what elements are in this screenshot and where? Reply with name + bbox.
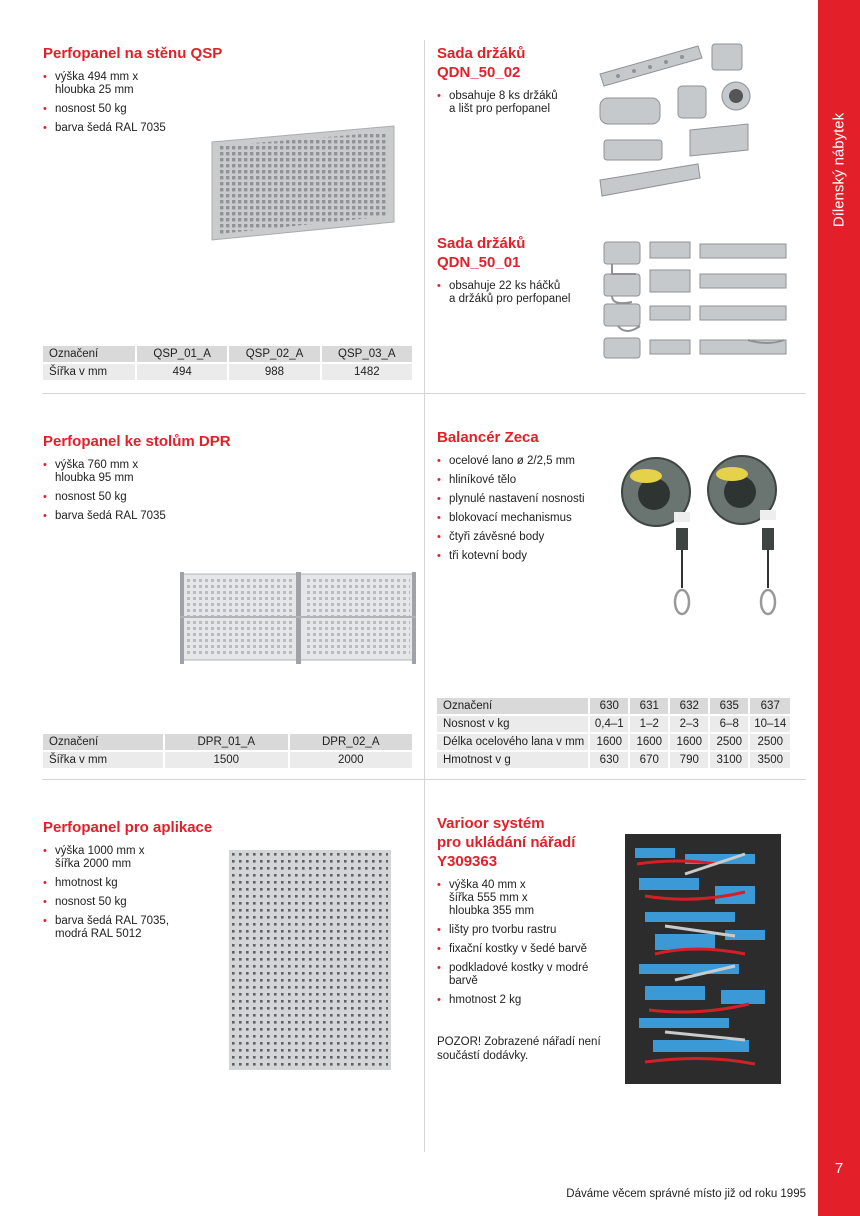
table-cell: DPR_02_A [290, 734, 413, 750]
table-cell: Označení [43, 346, 135, 362]
qsp-bullet: • výška 494 mm x hloubka 25 mm [43, 71, 243, 97]
app-bullet: • hmotnost kg [43, 877, 223, 890]
varioor-bullet: • výška 40 mm x šířka 555 mm x hloubka 355 mm [437, 879, 617, 918]
table-cell: 6–8 [710, 716, 748, 732]
dpr-bullets [43, 459, 303, 523]
table-cell: 1600 [670, 734, 708, 750]
table-cell: 3100 [710, 752, 748, 768]
app-bullet: • barva šedá RAL 7035, modrá RAL 5012 [43, 915, 223, 941]
qdn01-bullets [437, 280, 587, 306]
table-cell: 1600 [630, 734, 668, 750]
table-cell: 637 [750, 698, 790, 714]
qsp-bullet: • nosnost 50 kg [43, 103, 243, 116]
qdn02-title: Sada držáků QDN_50_02 [437, 45, 526, 81]
dpr-bullet: • výška 760 mm x hloubka 95 mm [43, 459, 303, 485]
category-sidebar [818, 0, 860, 1216]
app-title: Perfopanel pro aplikace [43, 819, 213, 836]
zeca-bullet: • tři kotevní body [437, 550, 617, 563]
table-cell: 10–14 [750, 716, 790, 732]
column-divider [424, 40, 425, 1152]
table-cell: 494 [137, 364, 227, 380]
dpr-table [41, 732, 414, 770]
table-cell: Délka ocelového lana v mm [437, 734, 588, 750]
page-number: 7 [834, 1160, 844, 1177]
table-cell: 790 [670, 752, 708, 768]
qdn01-title: Sada držáků QDN_50_01 [437, 235, 526, 271]
qdn01-bullet: • obsahuje 22 ks háčků a držáků pro perfopanel [437, 280, 587, 306]
zeca-table [435, 696, 792, 770]
qsp-table [41, 344, 414, 382]
zeca-balancer-image [618, 452, 786, 624]
table-cell: 2500 [710, 734, 748, 750]
table-cell: 1–2 [630, 716, 668, 732]
qsp-bullet: • barva šedá RAL 7035 [43, 122, 243, 135]
row-divider-2 [42, 779, 806, 780]
qdn02-bullet: • obsahuje 8 ks držáků a lišt pro perfopanel [437, 90, 587, 116]
varioor-bullet: • podkladové kostky v modré barvě [437, 962, 617, 988]
app-panel-image [229, 850, 391, 1070]
footer-slogan: Dáváme věcem správné místo již od roku 1995 [566, 1188, 806, 1200]
table-cell: 630 [590, 698, 628, 714]
varioor-bullet: • lišty pro tvorbu rastru [437, 924, 617, 937]
table-cell: 1500 [165, 752, 288, 768]
table-cell: QSP_02_A [229, 346, 319, 362]
table-cell: 2–3 [670, 716, 708, 732]
dpr-title: Perfopanel ke stolům DPR [43, 433, 231, 450]
qdn02-bullets [437, 90, 587, 116]
row-divider-1 [42, 393, 806, 394]
table-cell: Hmotnost v g [437, 752, 588, 768]
table-cell: 635 [710, 698, 748, 714]
app-bullets [43, 845, 223, 941]
zeca-bullet: • hliníkové tělo [437, 474, 617, 487]
zeca-bullet: • plynulé nastavení nosnosti [437, 493, 617, 506]
zeca-bullet: • čtyři závěsné body [437, 531, 617, 544]
dpr-bullet: • nosnost 50 kg [43, 491, 303, 504]
zeca-bullets [437, 455, 617, 563]
qdn02-section [437, 44, 587, 122]
app-bullet: • nosnost 50 kg [43, 896, 223, 909]
table-cell: 1482 [322, 364, 412, 380]
dpr-bullet: • barva šedá RAL 7035 [43, 510, 303, 523]
table-cell: DPR_01_A [165, 734, 288, 750]
table-cell: 2000 [290, 752, 413, 768]
table-cell: 3500 [750, 752, 790, 768]
qdn01-section [437, 234, 587, 312]
varioor-note: POZOR! Zobrazené nářadí není součástí dodávky. [437, 1036, 601, 1062]
table-cell: 2500 [750, 734, 790, 750]
category-label: Dílenský nábytek [830, 112, 848, 228]
table-cell: QSP_03_A [322, 346, 412, 362]
table-cell: Označení [437, 698, 588, 714]
varioor-section [437, 814, 617, 1013]
table-cell: Označení [43, 734, 163, 750]
table-cell: Šířka v mm [43, 364, 135, 380]
varioor-bullet: • hmotnost 2 kg [437, 994, 617, 1007]
zeca-title: Balancér Zeca [437, 429, 539, 446]
table-cell: 988 [229, 364, 319, 380]
table-cell: Nosnost v kg [437, 716, 588, 732]
table-cell: QSP_01_A [137, 346, 227, 362]
qdn01-hooks-image [598, 236, 794, 368]
table-cell: 632 [670, 698, 708, 714]
varioor-title: Varioor systém pro ukládání nářadí Y309363 [437, 815, 576, 870]
table-cell: 0,4–1 [590, 716, 628, 732]
varioor-tray-image [625, 834, 781, 1084]
table-cell: 670 [630, 752, 668, 768]
qsp-panel-image [210, 124, 396, 242]
app-section [43, 818, 223, 947]
table-cell: 1600 [590, 734, 628, 750]
varioor-bullets [437, 879, 617, 1007]
dpr-panel-image [178, 570, 420, 668]
varioor-bullet: • fixační kostky v šedé barvě [437, 943, 617, 956]
qdn02-holders-image [594, 40, 790, 200]
dpr-section [43, 432, 303, 529]
zeca-bullet: • blokovací mechanismus [437, 512, 617, 525]
table-cell: Šířka v mm [43, 752, 163, 768]
app-bullet: • výška 1000 mm x šířka 2000 mm [43, 845, 223, 871]
qsp-title: Perfopanel na stěnu QSP [43, 45, 223, 62]
zeca-bullet: • ocelové lano ø 2/2,5 mm [437, 455, 617, 468]
table-cell: 630 [590, 752, 628, 768]
table-cell: 631 [630, 698, 668, 714]
zeca-section [437, 428, 617, 569]
